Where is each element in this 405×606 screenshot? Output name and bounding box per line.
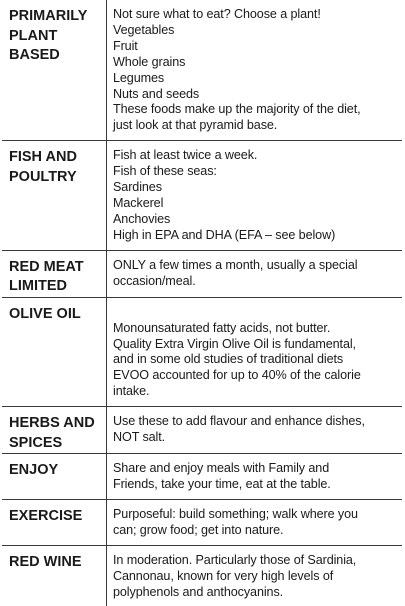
row-label: FISH AND POULTRY	[9, 149, 77, 185]
description-line: Whole grains	[113, 54, 186, 69]
description-line: In moderation. Particularly those of Sardinia,	[113, 552, 357, 567]
description-line: polyphenols and anthocyanins.	[113, 584, 284, 599]
description-line: intake.	[113, 384, 150, 399]
row-label: EXERCISE	[9, 507, 83, 524]
diet-guide-table-body	[2, 0, 402, 606]
table-row	[2, 250, 402, 297]
diet-guide-table	[2, 0, 402, 606]
table-row	[2, 0, 402, 141]
row-label: RED WINE	[9, 553, 82, 570]
row-label-cell	[2, 454, 107, 500]
row-label-cell	[2, 407, 107, 454]
description-line: High in EPA and DHA (EFA – see below)	[113, 227, 336, 242]
row-description-cell	[107, 0, 403, 141]
description-line: These foods make up the majority of the diet,	[113, 102, 361, 117]
description-line: can; grow food; get into nature.	[113, 522, 284, 537]
description-line: Nuts and seeds	[113, 86, 200, 101]
description-line: Sardines	[113, 180, 162, 195]
description-line: Mackerel	[113, 195, 164, 210]
description-line: Anchovies	[113, 211, 171, 226]
table-row	[2, 499, 402, 545]
row-label: RED MEAT LIMITED	[9, 258, 84, 295]
row-label-cell	[2, 0, 107, 141]
description-line: and in some old studies of traditional diets	[113, 352, 344, 367]
row-description-cell	[107, 454, 403, 500]
row-label-cell	[2, 499, 107, 545]
description-line: Fish at least twice a week.	[113, 148, 258, 163]
description-line: Monounsaturated fatty acids, not butter.	[113, 320, 331, 335]
description-line	[113, 305, 400, 321]
row-description-cell	[107, 297, 403, 406]
row-label: ENJOY	[9, 462, 59, 479]
row-description-cell	[107, 407, 403, 454]
row-label: HERBS AND SPICES	[9, 415, 95, 451]
description-line: Cannonau, known for very high levels of	[113, 568, 334, 583]
description-line: Friends, take your time, eat at the table.	[113, 477, 331, 492]
description-line: Vegetables	[113, 22, 175, 37]
description-line: Purposeful: build something; walk where you	[113, 506, 358, 521]
description-line: Not sure what to eat? Choose a plant!	[113, 7, 321, 21]
description-line: Fish of these seas:	[113, 164, 217, 179]
row-description-cell	[107, 250, 403, 297]
row-label-cell	[2, 250, 107, 297]
description-line: occasion/meal.	[113, 273, 196, 288]
description-line: just look at that pyramid base.	[113, 118, 278, 133]
description-line: Legumes	[113, 70, 165, 85]
row-label-cell	[2, 297, 107, 406]
row-label: PRIMARILY PLANT BASED	[9, 8, 88, 63]
description-line: Use these to add flavour and enhance dishes,	[113, 414, 365, 429]
description-line: EVOO accounted for up to 40% of the calorie	[113, 368, 361, 383]
description-line: ONLY a few times a month, usually a special	[113, 257, 358, 272]
description-line: Share and enjoy meals with Family and	[113, 461, 330, 476]
description-line: Fruit	[113, 38, 138, 53]
description-line: NOT salt.	[113, 430, 166, 445]
table-row	[2, 454, 402, 500]
table-row	[2, 407, 402, 454]
description-line: Quality Extra Virgin Olive Oil is fundamental,	[113, 336, 356, 351]
table-row	[2, 297, 402, 406]
row-description-cell	[107, 141, 403, 250]
row-label: OLIVE OIL	[9, 305, 81, 322]
row-description-cell	[107, 499, 403, 545]
table-row	[2, 141, 402, 250]
row-label-cell	[2, 141, 107, 250]
